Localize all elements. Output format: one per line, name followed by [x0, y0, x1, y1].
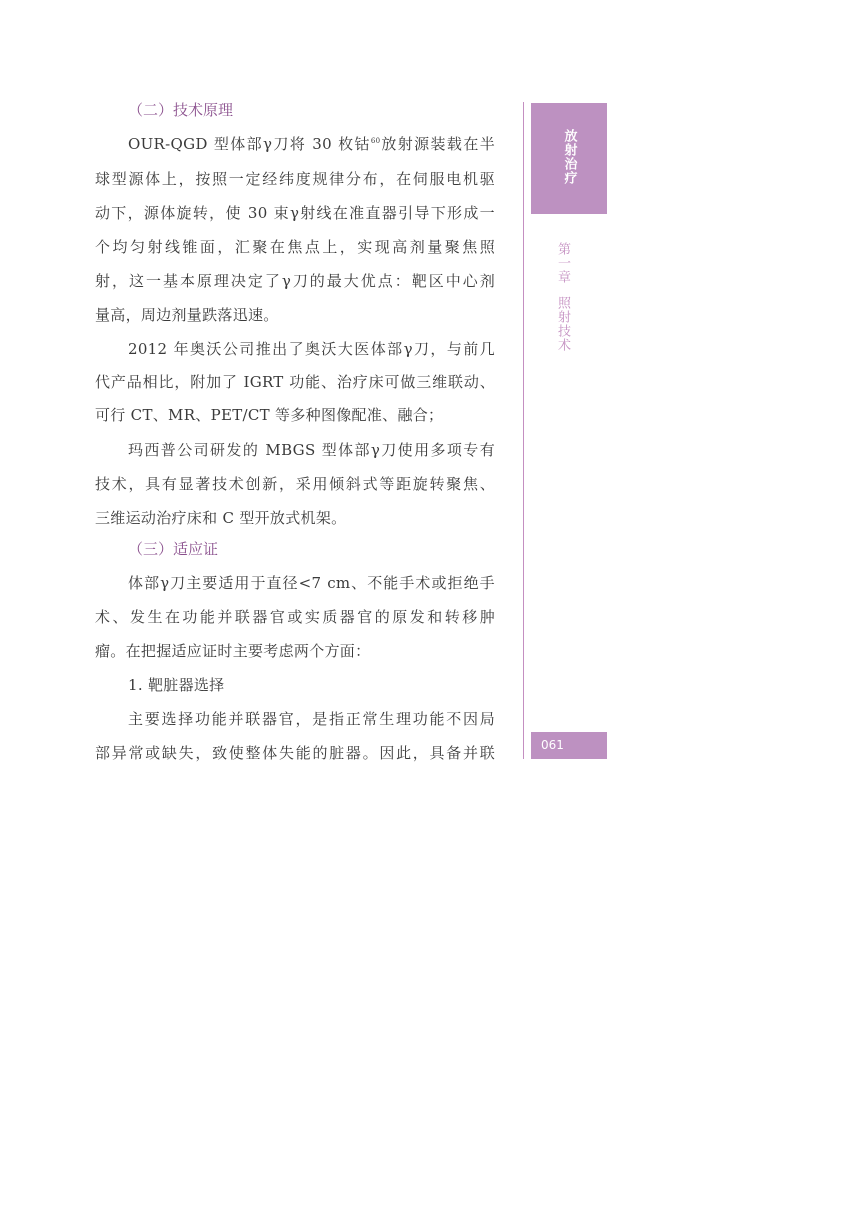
text-line: 三维运动治疗床和 C 型开放式机架。	[95, 509, 347, 527]
text-line: 玛西普公司研发的 MBGS 型体部γ刀使用多项专有	[128, 441, 495, 459]
superscript: 60	[370, 137, 381, 145]
chapter-name: 照射技术	[555, 296, 570, 352]
text-line: 部异常或缺失，致使整体失能的脏器。因此，具备并联	[95, 744, 495, 762]
section-heading-principle: （二）技术原理	[128, 101, 234, 119]
section-heading-indications: （三）适应证	[128, 540, 219, 558]
chapter-title	[553, 242, 572, 352]
section-tab-label: 放射治疗	[561, 129, 577, 185]
text-line: 技术，具有显著技术创新，采用倾斜式等距旋转聚焦、	[95, 475, 495, 493]
text-line: 量高，周边剂量跌落迅速。	[95, 306, 279, 324]
text-line: 代产品相比，附加了 IGRT 功能、治疗床可做三维联动、	[95, 373, 495, 391]
page-number: 061	[531, 732, 607, 759]
vertical-divider	[523, 102, 524, 759]
text-line	[128, 134, 495, 154]
text-line: 体部γ刀主要适用于直径<7 cm、不能手术或拒绝手	[128, 574, 495, 592]
text-line: 2012 年奥沃公司推出了奥沃大医体部γ刀，与前几	[128, 340, 495, 358]
text-line-part: 放射源装载在半	[380, 135, 495, 153]
text-line: 术、发生在功能并联器官或实质器官的原发和转移肿	[95, 608, 495, 626]
text-line: 个均匀射线锥面，汇聚在焦点上，实现高剂量聚焦照	[95, 238, 495, 256]
chapter-number: 第一章	[555, 242, 570, 284]
text-line: 瘤。在把握适应证时主要考虑两个方面：	[95, 642, 371, 660]
text-line: 球型源体上，按照一定经纬度规律分布，在伺服电机驱	[95, 170, 495, 188]
text-line: 动下，源体旋转，使 30 束γ射线在准直器引导下形成一	[95, 204, 495, 222]
text-line-part: OUR-QGD 型体部γ刀将 30 枚钴	[128, 135, 371, 153]
text-line: 主要选择功能并联器官，是指正常生理功能不因局	[128, 710, 495, 728]
section-tab	[531, 103, 607, 214]
text-line: 可行 CT、MR、PET/CT 等多种图像配准、融合；	[95, 406, 444, 424]
text-line: 射，这一基本原理决定了γ刀的最大优点：靶区中心剂	[95, 272, 495, 290]
subheading-target-organ: 1. 靶脏器选择	[128, 676, 225, 694]
